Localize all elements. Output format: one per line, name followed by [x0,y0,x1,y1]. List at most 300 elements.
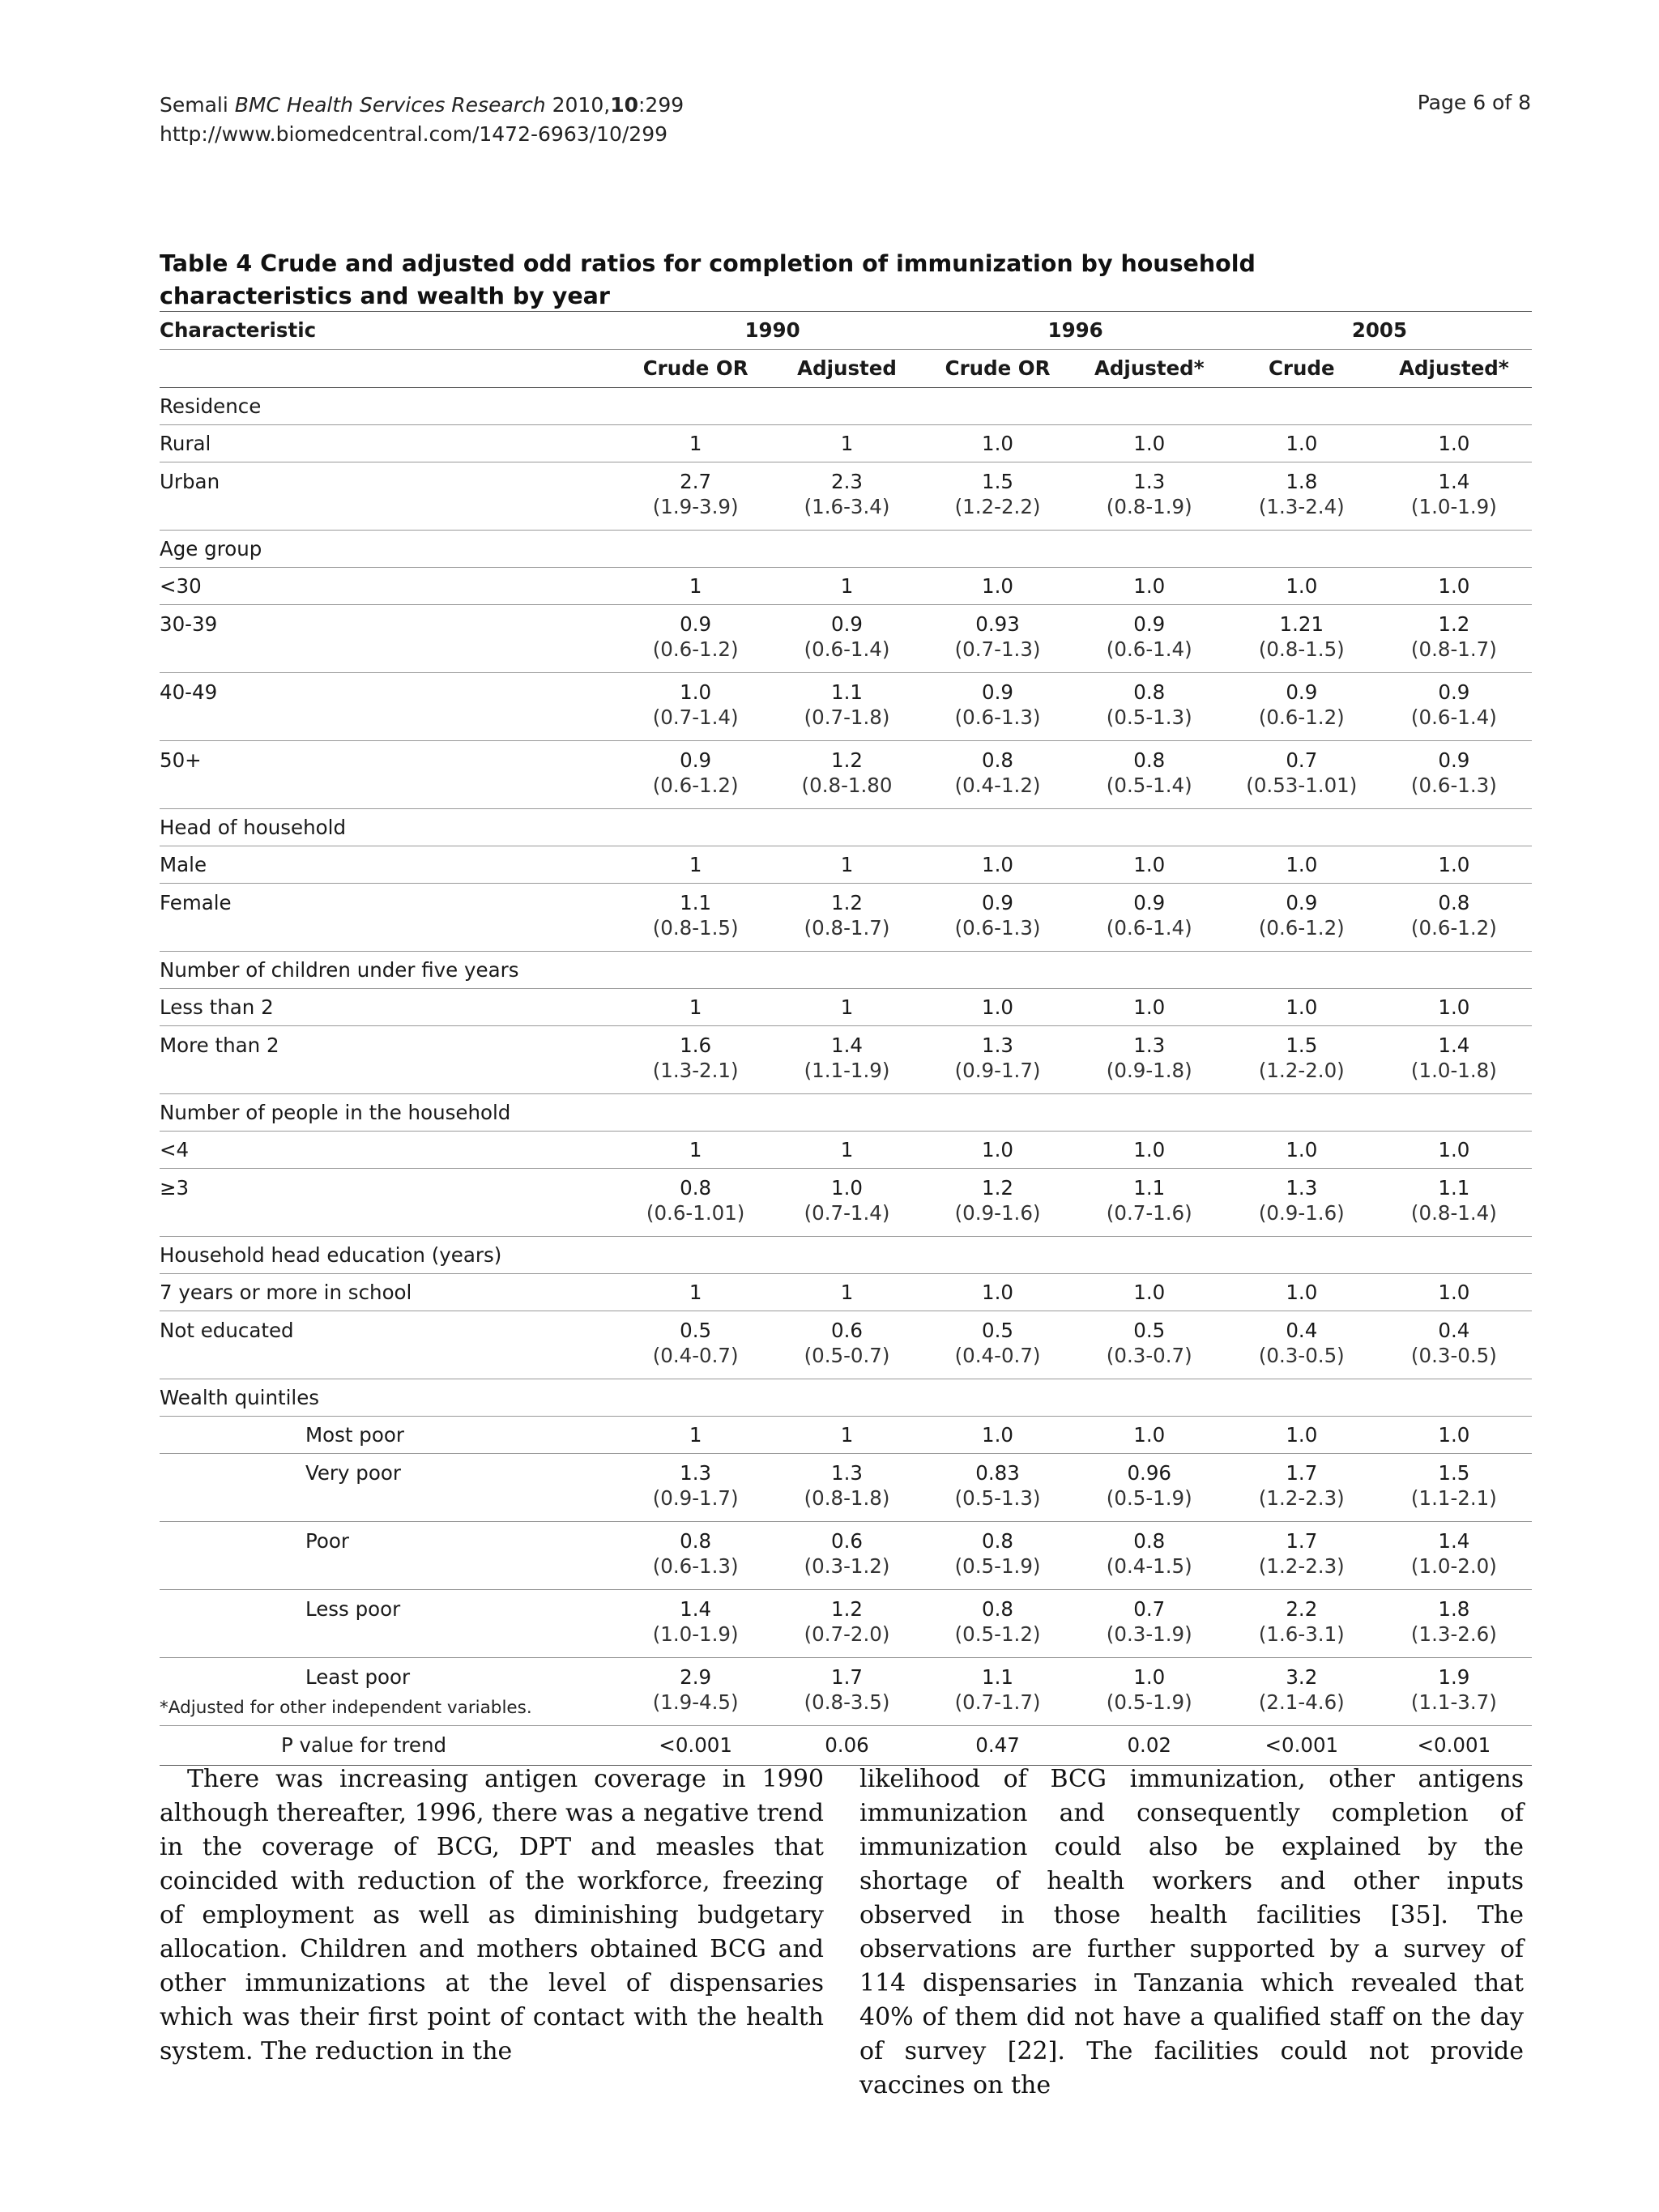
row-label: Less than 2 [160,989,621,1026]
odds-ratio: 0.9 [1286,680,1318,704]
odds-ratio: 1 [840,1138,854,1161]
odds-ratio: 1.0 [1133,574,1166,598]
value-cell [1227,1311,1376,1379]
section-header-row [160,388,1532,425]
value-cell [1072,1311,1227,1379]
odds-ratio: 1 [840,574,854,598]
confidence-interval: (1.9-3.9) [652,495,739,518]
table-caption: Table 4 Crude and adjusted odd ratios for completion of immunization by household characteristics and wealth by year [160,250,1256,309]
value-cell [1072,1132,1227,1169]
value-cell [1227,1026,1376,1094]
article-number: :299 [638,93,684,117]
odds-ratio: 0.7 [1133,1597,1166,1621]
section-label: Number of people in the household [160,1094,1532,1132]
row-label: 40-49 [160,673,621,741]
value-cell [770,1311,924,1379]
value-cell [923,1026,1071,1094]
col-crude-1996: Crude OR [923,350,1071,388]
p-value-cell: 0.06 [770,1726,924,1766]
odds-ratio: 1 [689,1138,702,1161]
p-value-cell: <0.001 [1227,1726,1376,1766]
table-row [160,462,1532,531]
value-cell [1376,1169,1532,1237]
value-cell [770,884,924,952]
value-cell [621,1658,770,1726]
value-cell [923,1454,1071,1522]
p-value-cell: 0.47 [923,1726,1071,1766]
body-text-right-column: likelihood of BCG immunization, other antigens immunization and consequently completion of immunization could also be explained by the shortage of health workers and other inputs observed in those health facilities [35]. The observations are further supported by a survey of 114 dispensaries in Tanzania which revealed that 40% of them did not have a qualified staff on the day of survey [22]. The facilities could not provide vaccines on the [859,1765,1524,2099]
value-cell [1227,1454,1376,1522]
col-year-1996: 1996 [923,312,1226,350]
odds-ratio: 1.0 [1286,1138,1318,1161]
row-label: 30-39 [160,605,621,673]
col-adjusted-1990: Adjusted [770,350,924,388]
confidence-interval: (0.6-1.2) [1410,916,1497,940]
odds-ratio: 1.0 [1133,995,1166,1019]
value-cell [621,1311,770,1379]
odds-ratio: 1.1 [680,891,712,914]
confidence-interval: (1.3-2.6) [1410,1622,1497,1646]
value-cell [1227,884,1376,952]
volume: 10 [610,93,638,117]
value-cell [770,846,924,884]
odds-ratio: 1.4 [1438,1034,1470,1057]
row-label: ≥3 [160,1169,621,1237]
value-cell [923,1417,1071,1454]
value-cell [770,462,924,531]
odds-ratio: 1 [689,1423,702,1447]
row-label: <4 [160,1132,621,1169]
empty-header-cell [160,350,621,388]
odds-ratio: 0.8 [982,1529,1014,1553]
section-header-row [160,1094,1532,1132]
odds-ratio: 1.0 [831,1176,863,1200]
value-cell [1227,741,1376,809]
value-cell [1376,462,1532,531]
running-header [160,91,684,149]
table-row [160,741,1532,809]
odds-ratio: 0.8 [1438,891,1470,914]
value-cell [621,846,770,884]
odds-ratio: 1.7 [1286,1529,1318,1553]
page-number: Page 6 of 8 [1417,91,1531,114]
odds-ratio: 0.9 [1286,891,1318,914]
odds-ratio: 1.1 [831,680,863,704]
value-cell [1227,989,1376,1026]
odds-ratio: 1 [840,1281,854,1304]
confidence-interval: (1.2-2.3) [1258,1554,1345,1578]
odds-ratio: 0.9 [831,612,863,636]
value-cell [1072,884,1227,952]
odds-ratio: 1.5 [982,470,1014,493]
value-cell [1227,1274,1376,1311]
odds-ratio: 1.0 [1438,853,1470,876]
confidence-interval: (0.8-1.7) [804,916,890,940]
value-cell [621,741,770,809]
table-header-years [160,312,1532,350]
confidence-interval: (0.7-2.0) [804,1622,890,1646]
value-cell [1072,568,1227,605]
value-cell [1376,1417,1532,1454]
section-label: Number of children under five years [160,952,1532,989]
section-label: Residence [160,388,1532,425]
confidence-interval: (0.6-1.2) [1258,916,1345,940]
odds-ratio: 1 [689,432,702,455]
author: Semali [160,93,228,117]
odds-ratio: 1.8 [1438,1597,1470,1621]
value-cell [923,1274,1071,1311]
value-cell [1227,1417,1376,1454]
odds-ratio: 1 [840,432,854,455]
value-cell [770,989,924,1026]
confidence-interval: (0.53-1.01) [1246,774,1358,797]
value-cell [923,989,1071,1026]
confidence-interval: (0.8-1.4) [1410,1201,1497,1225]
odds-ratio: 0.4 [1286,1319,1318,1342]
confidence-interval: (1.1-2.1) [1410,1486,1497,1510]
confidence-interval: (0.7-1.4) [652,705,739,729]
odds-ratio: 0.9 [982,680,1014,704]
value-cell [1072,1454,1227,1522]
value-cell [1227,673,1376,741]
row-label: Male [160,846,621,884]
confidence-interval: (0.6-1.4) [1106,916,1192,940]
table-row [160,1522,1532,1590]
odds-ratio: 1.3 [1133,1034,1166,1057]
confidence-interval: (0.5-1.9) [1106,1690,1192,1714]
value-cell [1227,1169,1376,1237]
value-cell [1227,462,1376,531]
confidence-interval: (0.4-0.7) [954,1344,1041,1367]
confidence-interval: (0.6-1.2) [652,774,739,797]
value-cell [621,989,770,1026]
value-cell [1072,1522,1227,1590]
confidence-interval: (0.6-1.3) [652,1554,739,1578]
value-cell [621,673,770,741]
confidence-interval: (1.0-1.9) [652,1622,739,1646]
odds-ratio: 1.0 [1438,1281,1470,1304]
value-cell [1072,1590,1227,1658]
odds-ratio: 0.9 [1438,748,1470,772]
odds-ratio: 1.0 [982,1138,1014,1161]
odds-ratio: 1.0 [1438,995,1470,1019]
table-row [160,1454,1532,1522]
value-cell [1227,1658,1376,1726]
section-label: Head of household [160,809,1532,846]
value-cell [621,1590,770,1658]
value-cell [770,1454,924,1522]
odds-ratio: 0.8 [1133,680,1166,704]
value-cell [923,846,1071,884]
odds-ratio: 1.0 [982,574,1014,598]
value-cell [1072,741,1227,809]
odds-ratio: 0.9 [680,612,712,636]
confidence-interval: (0.9-1.7) [652,1486,739,1510]
confidence-interval: (0.4-0.7) [652,1344,739,1367]
value-cell [923,605,1071,673]
p-value-cell: 0.02 [1072,1726,1227,1766]
value-cell [621,1274,770,1311]
value-cell [1072,1274,1227,1311]
odds-ratio: 3.2 [1286,1665,1318,1689]
odds-ratio: 1 [840,995,854,1019]
odds-ratio: 1.0 [1133,1423,1166,1447]
odds-ratio: 0.5 [982,1319,1014,1342]
odds-ratio: 1.0 [1438,574,1470,598]
value-cell [1376,673,1532,741]
article-url[interactable]: http://www.biomedcentral.com/1472-6963/10/299 [160,122,668,146]
odds-ratio: 1.9 [1438,1665,1470,1689]
odds-ratio: 1.0 [1438,1138,1470,1161]
confidence-interval: (0.8-1.5) [1258,637,1345,661]
citation-line [160,91,684,120]
table-row [160,846,1532,884]
confidence-interval: (0.8-3.5) [804,1690,890,1714]
table-row [160,884,1532,952]
table-row [160,1169,1532,1237]
odds-ratio: 0.9 [1133,612,1166,636]
odds-ratio: 1.0 [1438,1423,1470,1447]
confidence-interval: (0.8-1.5) [652,916,739,940]
confidence-interval: (0.3-0.5) [1410,1344,1497,1367]
value-cell [770,425,924,462]
confidence-interval: (0.9-1.6) [954,1201,1041,1225]
row-label: Rural [160,425,621,462]
value-cell [1072,1026,1227,1094]
value-cell [1227,846,1376,884]
section-header-row [160,952,1532,989]
odds-ratio: 1.6 [680,1034,712,1057]
value-cell [923,1132,1071,1169]
value-cell [770,1132,924,1169]
odds-ratio: 1.4 [1438,470,1470,493]
value-cell [923,1311,1071,1379]
odds-ratio: 1.5 [1438,1461,1470,1485]
table-row [160,1417,1532,1454]
value-cell [1376,1274,1532,1311]
year: 2010, [552,93,611,117]
odds-ratio: 1.0 [982,432,1014,455]
confidence-interval: (0.6-1.2) [652,637,739,661]
value-cell [1376,989,1532,1026]
odds-ratio: 0.9 [680,748,712,772]
value-cell [923,568,1071,605]
section-label: Wealth quintiles [160,1379,1532,1417]
section-label: Age group [160,531,1532,568]
value-cell [1376,1658,1532,1726]
odds-ratio: 0.8 [982,1597,1014,1621]
confidence-interval: (0.5-1.4) [1106,774,1192,797]
row-label: Poor [160,1522,621,1590]
confidence-interval: (1.0-1.8) [1410,1059,1497,1082]
odds-ratio: 1.0 [1133,1665,1166,1689]
col-year-1990: 1990 [621,312,924,350]
row-label: Least poor [160,1658,621,1726]
odds-ratio: 0.8 [680,1529,712,1553]
value-cell [1376,1522,1532,1590]
row-label: More than 2 [160,1026,621,1094]
odds-ratio: 1.0 [1286,432,1318,455]
value-cell [1227,1132,1376,1169]
odds-ratio: 1.0 [1286,1281,1318,1304]
value-cell [621,568,770,605]
value-cell [1072,989,1227,1026]
odds-ratio: 1.1 [1438,1176,1470,1200]
value-cell [923,673,1071,741]
value-cell [770,1169,924,1237]
odds-ratio: 1.2 [982,1176,1014,1200]
value-cell [770,1658,924,1726]
confidence-interval: (0.8-1.80 [801,774,893,797]
odds-ratio: 0.9 [1438,680,1470,704]
confidence-interval: (0.8-1.9) [1106,495,1192,518]
body-text-left-column: There was increasing antigen coverage in 1990 although thereafter, 1996, there was a negative trend in the coverage of BCG, DPT and measles that coincided with reduction of the workforce, freezing of employment as well as diminishing budgetary allocation. Children and mothers obtained BCG and other immunizations at the level of dispensaries which was their first point of contact with the health system. The reduction in the [160,1765,824,2065]
value-cell [621,605,770,673]
table-body [160,388,1532,1766]
odds-ratio: 1 [689,574,702,598]
value-cell [1376,568,1532,605]
confidence-interval: (0.3-1.2) [804,1554,890,1578]
col-crude-2005: Crude [1227,350,1376,388]
confidence-interval: (1.2-2.0) [1258,1059,1345,1082]
confidence-interval: (0.6-1.4) [1410,705,1497,729]
odds-ratio: 1.0 [982,853,1014,876]
value-cell [621,884,770,952]
value-cell [923,1590,1071,1658]
value-cell [1072,425,1227,462]
confidence-interval: (0.7-1.4) [804,1201,890,1225]
odds-ratio: 1.2 [831,748,863,772]
confidence-interval: (0.8-1.7) [1410,637,1497,661]
table-row [160,989,1532,1026]
confidence-interval: (0.7-1.7) [954,1690,1041,1714]
row-label: 7 years or more in school [160,1274,621,1311]
value-cell [1072,846,1227,884]
value-cell [1072,462,1227,531]
confidence-interval: (1.3-2.4) [1258,495,1345,518]
confidence-interval: (0.6-1.3) [954,916,1041,940]
confidence-interval: (0.7-1.6) [1106,1201,1192,1225]
odds-ratio: 1.2 [1438,612,1470,636]
odds-ratio: 0.7 [1286,748,1318,772]
confidence-interval: (0.6-1.01) [646,1201,745,1225]
row-label: Most poor [160,1417,621,1454]
odds-ratio: 1 [689,995,702,1019]
value-cell [770,1590,924,1658]
odds-ratio: 2.3 [831,470,863,493]
confidence-interval: (0.3-0.7) [1106,1344,1192,1367]
value-cell [1072,605,1227,673]
odds-ratio: 1.0 [982,1281,1014,1304]
confidence-interval: (0.4-1.2) [954,774,1041,797]
confidence-interval: (0.6-1.2) [1258,705,1345,729]
value-cell [923,884,1071,952]
odds-ratio: 1.0 [1438,432,1470,455]
value-cell [770,1026,924,1094]
table-row [160,1311,1532,1379]
confidence-interval: (1.9-4.5) [652,1690,739,1714]
odds-ratio: 1.7 [1286,1461,1318,1485]
table-row [160,1590,1532,1658]
value-cell [1376,1026,1532,1094]
odds-ratio: 0.6 [831,1319,863,1342]
odds-ratio: 1 [840,1423,854,1447]
col-adjusted-2005: Adjusted* [1376,350,1532,388]
odds-ratio: 1.0 [1133,1281,1166,1304]
confidence-interval: (1.1-1.9) [804,1059,890,1082]
confidence-interval: (0.6-1.3) [1410,774,1497,797]
odds-ratio: 1.0 [1286,995,1318,1019]
value-cell [1376,846,1532,884]
value-cell [770,568,924,605]
confidence-interval: (0.8-1.8) [804,1486,890,1510]
section-header-row [160,1379,1532,1417]
value-cell [1072,1658,1227,1726]
value-cell [1376,1132,1532,1169]
table-row [160,673,1532,741]
odds-ratio: 1.4 [680,1597,712,1621]
value-cell [621,1522,770,1590]
value-cell [770,1417,924,1454]
confidence-interval: (0.5-1.3) [1106,705,1192,729]
odds-ratio: 1 [689,853,702,876]
confidence-interval: (0.5-1.9) [954,1554,1041,1578]
confidence-interval: (1.0-1.9) [1410,495,1497,518]
odds-ratio: 1.0 [1286,853,1318,876]
table-header-measures [160,350,1532,388]
row-label: Very poor [160,1454,621,1522]
section-header-row [160,809,1532,846]
row-label: Not educated [160,1311,621,1379]
table-row [160,425,1532,462]
value-cell [1072,673,1227,741]
value-cell [1227,568,1376,605]
odds-ratio: 0.96 [1127,1461,1172,1485]
value-cell [1227,425,1376,462]
odds-ratio: 0.8 [982,748,1014,772]
odds-ratio: 1.2 [831,891,863,914]
row-label: P value for trend [160,1726,621,1766]
value-cell [621,1132,770,1169]
confidence-interval: (1.1-3.7) [1410,1690,1497,1714]
value-cell [923,1169,1071,1237]
odds-ratio: 1.3 [831,1461,863,1485]
odds-ratio: 2.7 [680,470,712,493]
table-footnote: *Adjusted for other independent variables. [160,1698,532,1718]
journal-name: BMC Health Services Research [234,93,546,117]
confidence-interval: (0.7-1.8) [804,705,890,729]
confidence-interval: (1.2-2.3) [1258,1486,1345,1510]
confidence-interval: (0.3-0.5) [1258,1344,1345,1367]
row-label: Less poor [160,1590,621,1658]
value-cell [1072,1417,1227,1454]
value-cell [1376,1454,1532,1522]
section-header-row [160,1237,1532,1274]
odds-ratio: 1.0 [982,995,1014,1019]
odds-ratio: 1.3 [1286,1176,1318,1200]
value-cell [1227,605,1376,673]
odds-ratio: 1.4 [1438,1529,1470,1553]
row-label: 50+ [160,741,621,809]
table-row [160,605,1532,673]
odds-ratio: 1.0 [1286,1423,1318,1447]
confidence-interval: (2.1-4.6) [1258,1690,1345,1714]
row-label: Urban [160,462,621,531]
odds-ratio: 0.5 [1133,1319,1166,1342]
value-cell [1376,605,1532,673]
confidence-interval: (1.6-3.4) [804,495,890,518]
odds-ratio: 1.7 [831,1665,863,1689]
